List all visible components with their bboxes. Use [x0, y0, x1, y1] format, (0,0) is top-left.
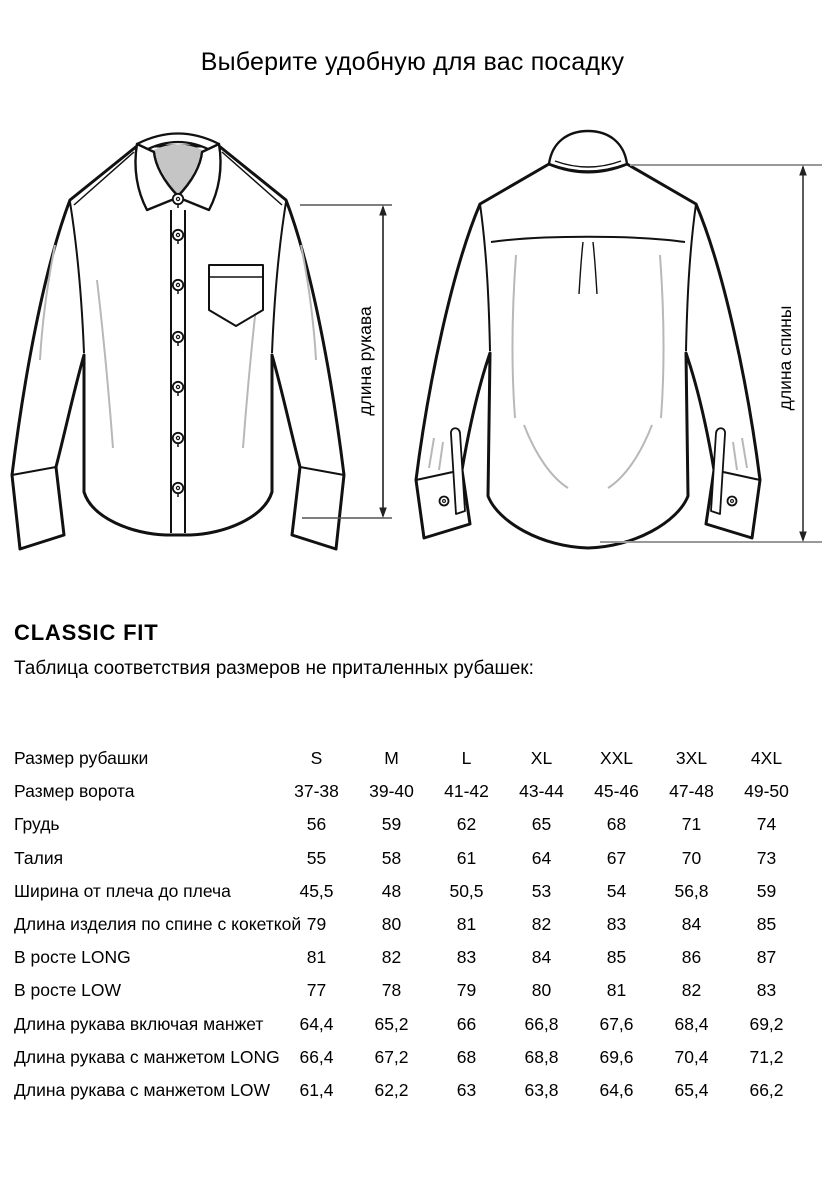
table-row [14, 908, 804, 941]
value-cell: 56 [306, 814, 327, 835]
value-cell: 67,2 [374, 1046, 409, 1067]
value-cell: 86 [681, 947, 702, 968]
value-cell: 37-38 [294, 781, 339, 802]
size-cell: S [310, 748, 323, 769]
value-cell: 62,2 [374, 1079, 409, 1100]
value-cell: 68,4 [674, 1013, 709, 1034]
value-cell: 65 [531, 814, 552, 835]
value-cell: 39-40 [369, 781, 414, 802]
row-label: Размер рубашки [14, 748, 149, 769]
value-cell: 78 [381, 980, 402, 1001]
value-cell: 48 [381, 880, 402, 901]
value-cell: 56,8 [674, 880, 709, 901]
value-cell: 80 [381, 914, 402, 935]
table-row [14, 808, 804, 841]
row-label: Длина рукава включая манжет [14, 1013, 264, 1034]
size-cell: XL [530, 748, 553, 769]
value-cell: 79 [456, 980, 477, 1001]
value-cell: 66,2 [749, 1079, 784, 1100]
value-cell: 82 [381, 947, 402, 968]
table-row [14, 1074, 804, 1107]
value-cell: 81 [456, 914, 477, 935]
value-cell: 87 [756, 947, 777, 968]
value-cell: 69,6 [599, 1046, 634, 1067]
size-table [14, 742, 804, 1107]
value-cell: 55 [306, 847, 327, 868]
value-cell: 61,4 [299, 1079, 334, 1100]
value-cell: 85 [606, 947, 627, 968]
value-cell: 64,4 [299, 1013, 334, 1034]
value-cell: 71 [681, 814, 702, 835]
back-body-outline [416, 164, 760, 548]
arrow-down-icon [379, 508, 387, 519]
row-label: Длина рукава с манжетом LOW [14, 1079, 271, 1100]
value-cell: 82 [531, 914, 552, 935]
value-cell: 45,5 [299, 880, 334, 901]
value-cell: 71,2 [749, 1046, 784, 1067]
arrow-down-icon [799, 532, 807, 543]
value-cell: 69,2 [749, 1013, 784, 1034]
table-row [14, 775, 804, 808]
size-cell: M [384, 748, 399, 769]
value-cell: 67 [606, 847, 627, 868]
value-cell: 50,5 [449, 880, 484, 901]
value-cell: 80 [531, 980, 552, 1001]
value-cell: 65,4 [674, 1079, 709, 1100]
size-cell: 4XL [750, 748, 783, 769]
value-cell: 81 [306, 947, 327, 968]
value-cell: 66,4 [299, 1046, 334, 1067]
row-label: Размер ворота [14, 781, 135, 802]
value-cell: 41-42 [444, 781, 489, 802]
table-row [14, 1008, 804, 1041]
table-row [14, 974, 804, 1007]
row-label: Талия [14, 847, 64, 868]
value-cell: 83 [756, 980, 777, 1001]
value-cell: 63,8 [524, 1079, 559, 1100]
value-cell: 47-48 [669, 781, 714, 802]
value-cell: 68 [606, 814, 627, 835]
value-cell: 66,8 [524, 1013, 559, 1034]
row-label: Длина рукава с манжетом LONG [14, 1046, 280, 1067]
value-cell: 84 [681, 914, 702, 935]
value-cell: 68,8 [524, 1046, 559, 1067]
row-label: Длина изделия по спине с кокеткой [14, 914, 302, 935]
table-subtitle: Таблица соответствия размеров не приталенных рубашек: [14, 658, 534, 679]
fit-heading: CLASSIC FIT [14, 620, 159, 645]
size-cell: XXL [599, 748, 634, 769]
value-cell: 59 [381, 814, 402, 835]
value-cell: 64,6 [599, 1079, 634, 1100]
row-label: В росте LONG [14, 947, 131, 968]
row-label: Ширина от плеча до плеча [14, 880, 231, 901]
page-title: Выберите удобную для вас посадку [200, 48, 625, 76]
value-cell: 85 [756, 914, 777, 935]
table-row [14, 1041, 804, 1074]
back-length-label: длина спины [775, 305, 795, 411]
value-cell: 63 [456, 1079, 477, 1100]
value-cell: 61 [456, 847, 477, 868]
shirt-back-drawing [416, 131, 760, 548]
value-cell: 43-44 [519, 781, 564, 802]
value-cell: 79 [306, 914, 327, 935]
value-cell: 62 [456, 814, 477, 835]
value-cell: 64 [531, 847, 552, 868]
table-row [14, 941, 804, 974]
size-table-header-row [14, 742, 804, 775]
value-cell: 77 [306, 980, 327, 1001]
value-cell: 70 [681, 847, 702, 868]
row-label: В росте LOW [14, 980, 122, 1001]
sleeve-length-label: длина рукава [355, 306, 375, 416]
value-cell: 82 [681, 980, 702, 1001]
arrow-up-icon [379, 205, 387, 216]
value-cell: 83 [606, 914, 627, 935]
value-cell: 58 [381, 847, 402, 868]
value-cell: 83 [456, 947, 477, 968]
table-row [14, 875, 804, 908]
size-cell: 3XL [675, 748, 708, 769]
table-row [14, 842, 804, 875]
value-cell: 65,2 [374, 1013, 409, 1034]
value-cell: 84 [531, 947, 552, 968]
value-cell: 53 [531, 880, 552, 901]
value-cell: 68 [456, 1046, 477, 1067]
row-label: Грудь [14, 814, 60, 835]
value-cell: 74 [756, 814, 777, 835]
value-cell: 73 [756, 847, 777, 868]
value-cell: 54 [606, 880, 627, 901]
value-cell: 49-50 [744, 781, 789, 802]
value-cell: 45-46 [594, 781, 639, 802]
value-cell: 67,6 [599, 1013, 634, 1034]
back-collar [549, 131, 627, 172]
shirt-front-drawing [12, 134, 344, 550]
value-cell: 59 [756, 880, 777, 901]
size-cell: L [461, 748, 472, 769]
value-cell: 81 [606, 980, 627, 1001]
value-cell: 66 [456, 1013, 477, 1034]
shirt-figure [0, 120, 825, 590]
arrow-up-icon [799, 165, 807, 176]
value-cell: 70,4 [674, 1046, 709, 1067]
